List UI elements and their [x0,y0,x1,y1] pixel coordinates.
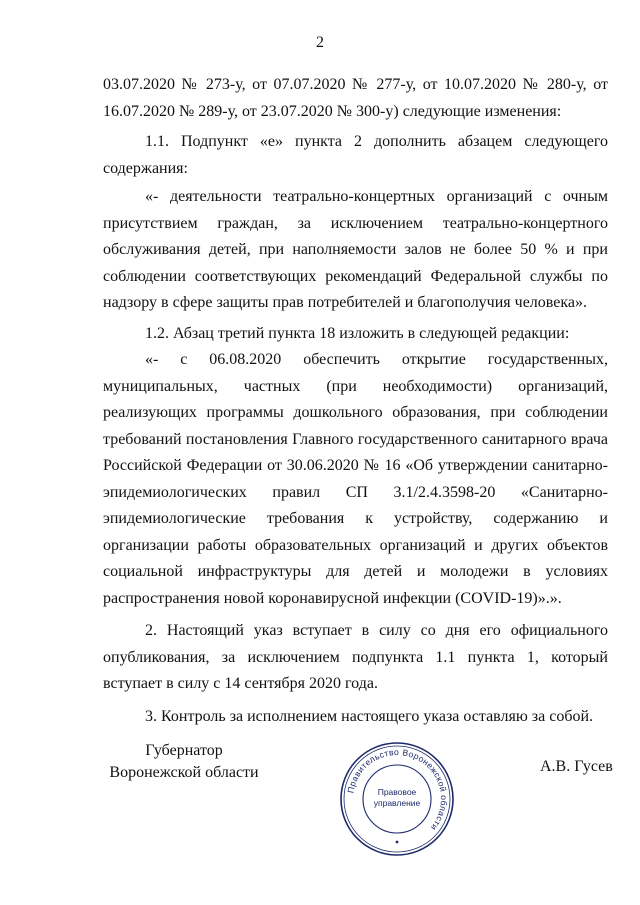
document-body [103,72,608,730]
paragraph-0: 03.07.2020 № 273-у, от 07.07.2020 № 277-у, от 10.07.2020 № 280-у, от 16.07.2020 № 289-у, от 23.07.2020 № 300-у) следующие изменения: [103,76,608,120]
stamp-ring-text: Правительство Воронежской области [345,746,450,833]
paragraph-2: «- деятельности театрально-концертных организаций с очным присутствием граждан, за исключением театрально-концертного обслуживания детей, при наполняемости залов не более 50 % и при соблюдении соответствующих рекомендаций Федеральной службы по надзору в сфере защиты прав потребителей и благополучия человека». [103,188,608,311]
official-stamp-icon [338,740,456,858]
paragraph-4: «- с 06.08.2020 обеспечить открытие государственных, муниципальных, частных (при необходимости) организаций, реализующих программы дошкольного образования, при соблюдении требований постановления Главного государственного санитарного врача Российской Федерации от 30.06.2020 № 16 «Об утверждении санитарно-эпидемиологических правил СП 3.1/2.4.3598-20 «Санитарно-эпидемиологические требования к устройству, содержанию и организации работы образовательных организаций и других объектов социальной инфраструктуры для детей и молодежи в условиях распространения новой коронавирусной инфекции (COVID-19)».». [103,351,608,607]
signatory-title-line1: Губернатор [145,742,223,759]
paragraph-3: 1.2. Абзац третий пункта 18 изложить в следующей редакции: [145,324,570,342]
signatory-title-line2: Воронежской области [109,764,259,781]
signatory-name: А.В. Гусев [540,758,613,775]
page-number: 2 [316,34,324,51]
stamp-inner-line2: управление [373,798,421,808]
signature-block [0,740,640,860]
signatory-position [104,740,264,784]
paragraph-5: 2. Настоящий указ вступает в силу со дня его официального опубликования, за исключением подпункта 1.1 пункта 1, который вступает в силу с 14 сентября 2020 года. [103,622,608,692]
stamp-inner-line1: Правовое [377,787,417,797]
paragraph-1: 1.1. Подпункт «е» пункта 2 дополнить абзацем следующего содержания: [103,133,608,177]
paragraph-6: 3. Контроль за исполнением настоящего указа оставляю за собой. [145,707,594,725]
